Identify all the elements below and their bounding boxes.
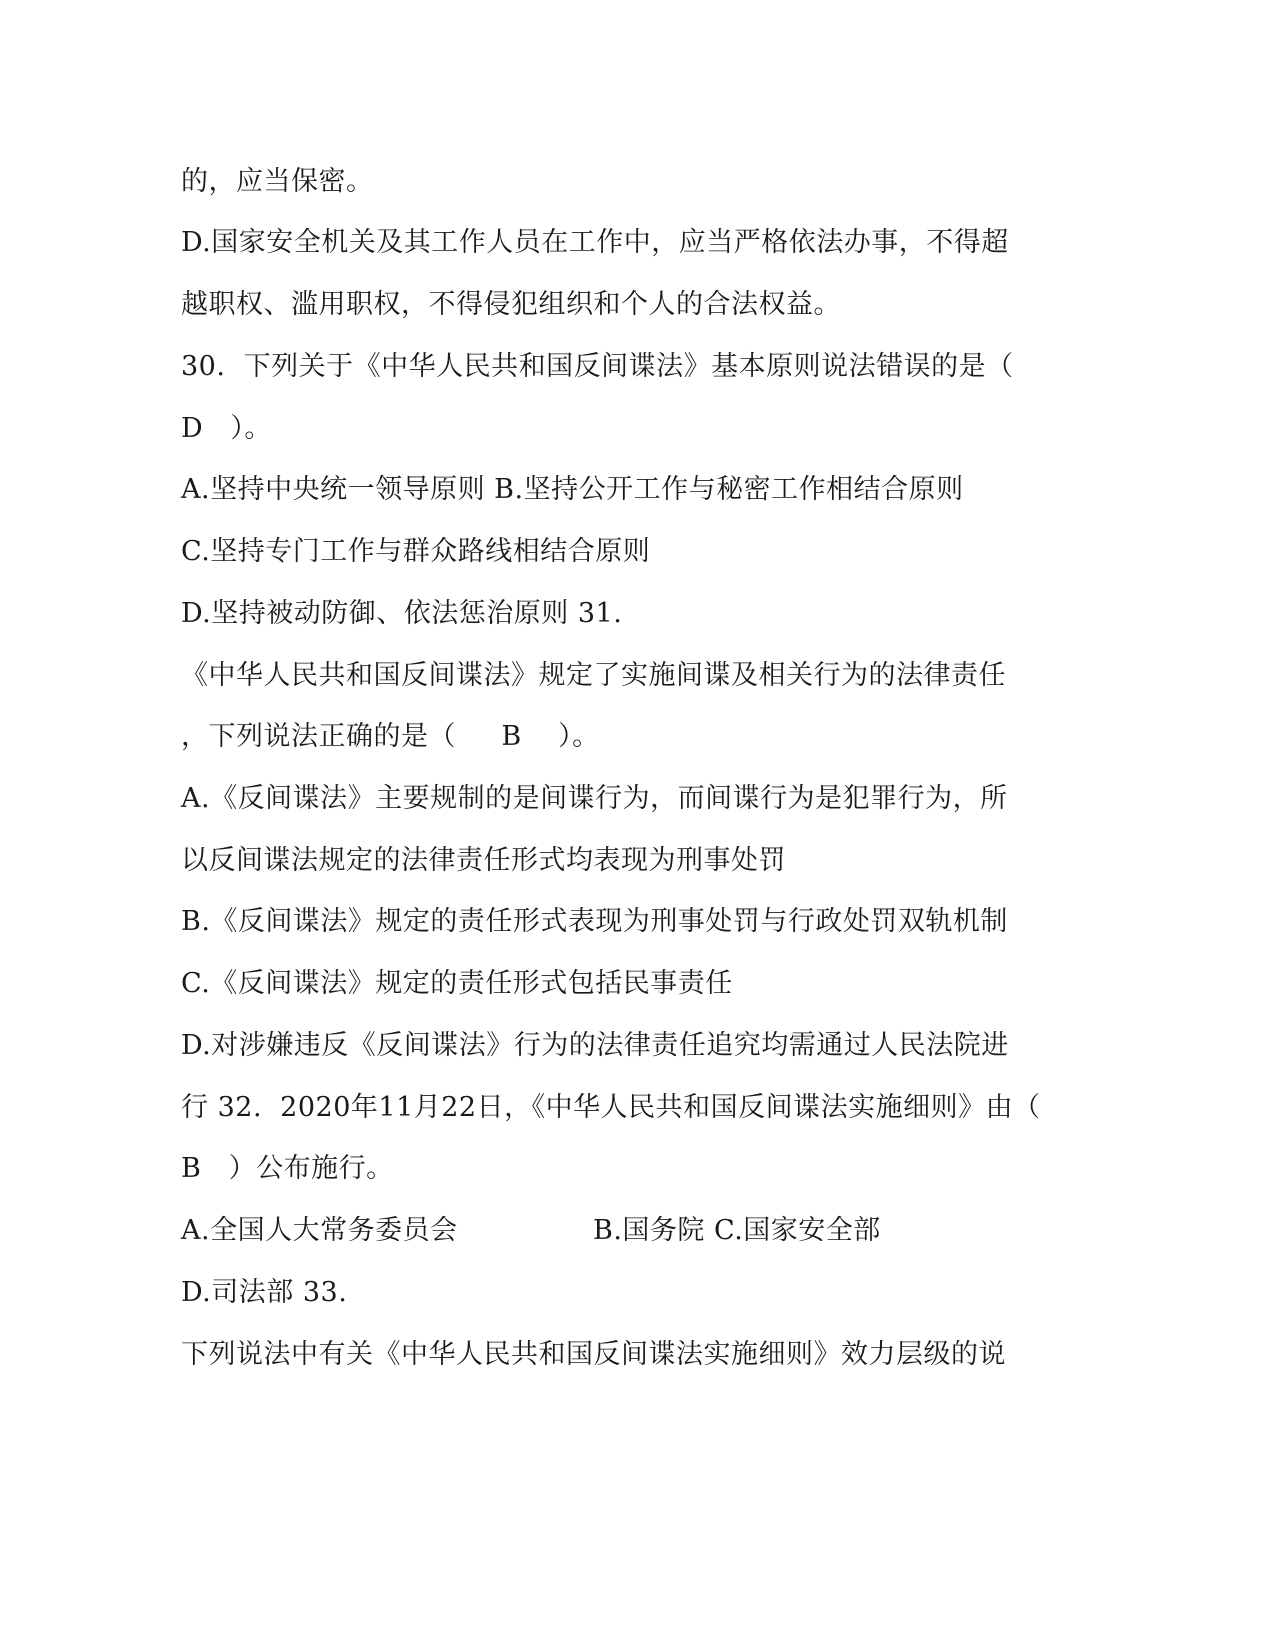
question-30-stem: 30. 下列关于《中华人民共和国反间谍法》基本原则说法错误的是（ [181, 351, 1014, 382]
question-33-stem: 下列说法中有关《中华人民共和国反间谍法实施细则》效力层级的说 [181, 1339, 1006, 1370]
question-32-option-bc: B.国务院 C.国家安全部 [593, 1215, 881, 1246]
question-31-stem: 《中华人民共和国反间谍法》规定了实施间谍及相关行为的法律责任 [181, 660, 1006, 691]
question-31-option-b: B.《反间谍法》规定的责任形式表现为刑事处罚与行政处罚双轨机制 [181, 906, 1008, 937]
question-30-options-ab: A.坚持中央统一领导原则 B.坚持公开工作与秘密工作相结合原则 [181, 474, 964, 505]
text-line-2: D.国家安全机关及其工作人员在工作中，应当严格依法办事，不得超 [181, 227, 1009, 258]
text-line-1: 的，应当保密。 [181, 166, 374, 197]
question-31-option-c: C.《反间谍法》规定的责任形式包括民事责任 [181, 968, 733, 999]
question-32-option-a: A.全国人大常务委员会 [181, 1215, 458, 1246]
question-30-answer: D ）。 [181, 413, 272, 444]
question-32-stem: 行 32. 2020年11月22日，《中华人民共和国反间谍法实施细则》由（ [181, 1092, 1041, 1123]
question-31-option-a: A.《反间谍法》主要规制的是间谍行为，而间谍行为是犯罪行为，所 [181, 783, 1008, 814]
question-32-options [181, 1211, 1081, 1251]
question-31-option-a-cont: 以反间谍法规定的法律责任形式均表现为刑事处罚 [181, 845, 786, 876]
question-31-option-d: D.对涉嫌违反《反间谍法》行为的法律责任追究均需通过人民法院进 [181, 1030, 1009, 1061]
question-32-option-d: D.司法部 33. [181, 1277, 348, 1308]
text-line-3: 越职权、滥用职权，不得侵犯组织和个人的合法权益。 [181, 289, 841, 320]
question-30-option-c: C.坚持专门工作与群众路线相结合原则 [181, 536, 651, 567]
question-31-stem-cont: ，下列说法正确的是（ B ）。 [181, 721, 600, 752]
question-32-answer: B ）公布施行。 [181, 1153, 394, 1184]
question-30-option-d: D.坚持被动防御、依法惩治原则 31. [181, 598, 623, 629]
